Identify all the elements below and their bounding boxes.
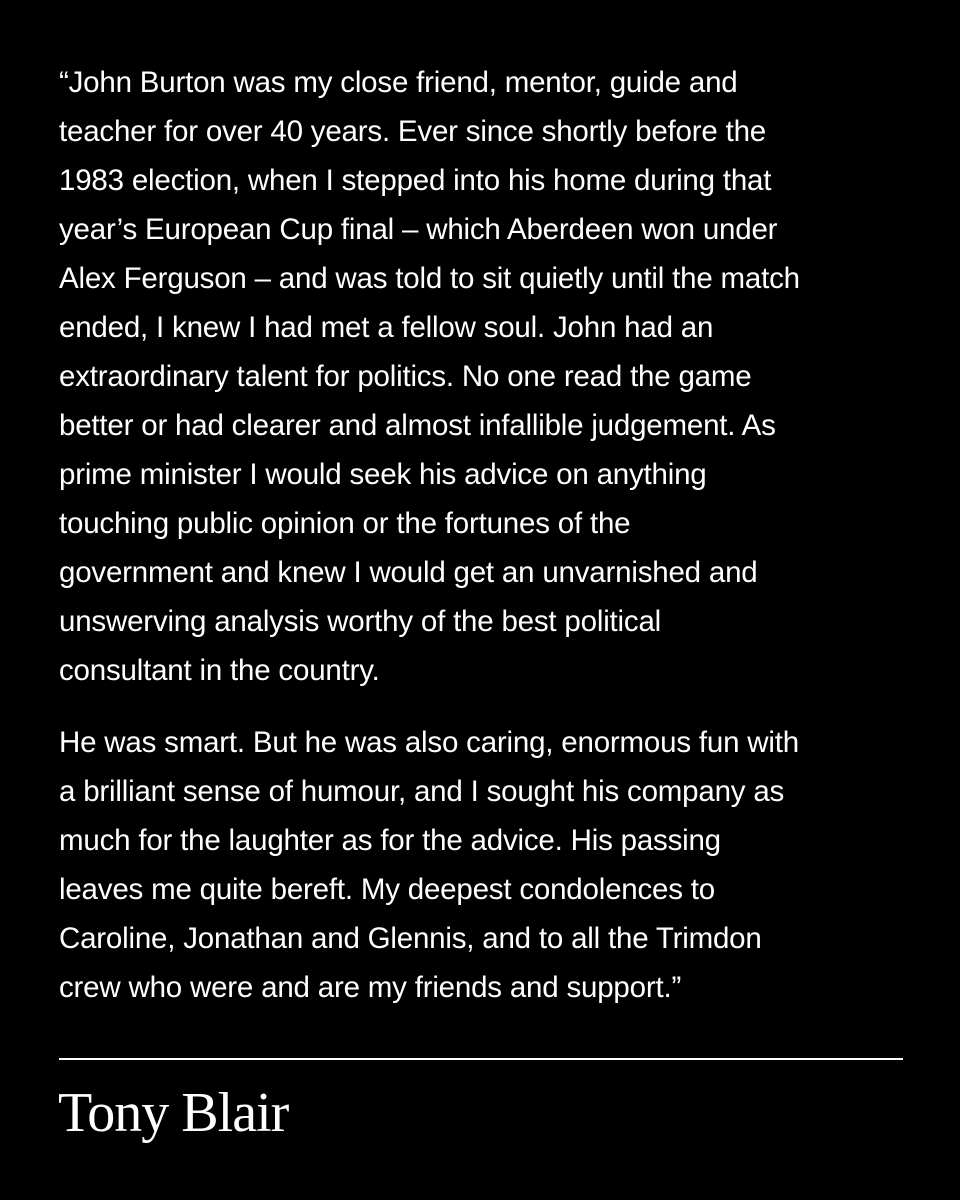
divider bbox=[59, 1058, 903, 1060]
quote-paragraph-2: He was smart. But he was also caring, enormous fun with a brilliant sense of humour, and I sought his company as much for the laughter as for the advice. His passing leaves me quite bereft. My deepest condolences to Caroline, Jonathan and Glennis, and to all the Trimdon crew who were and are my friends and support.” bbox=[59, 726, 799, 1004]
quote-body bbox=[59, 58, 909, 1012]
attribution-name: Tony Blair bbox=[58, 1082, 289, 1144]
quote-paragraph-1: “John Burton was my close friend, mentor, guide and teacher for over 40 years. Ever since shortly before the 1983 election, when I stepped into his home during that year’s European Cup final – which Aberdeen won under Alex Ferguson – and was told to sit quietly until the match ended, I knew I had met a fellow soul. John had an extraordinary talent for politics. No one read the game better or had clearer and almost infallible judgement. As prime minister I would seek his advice on anything touching public opinion or the fortunes of the government and knew I would get an unvarnished and unswerving analysis worthy of the best political consultant in the country. bbox=[59, 66, 800, 687]
